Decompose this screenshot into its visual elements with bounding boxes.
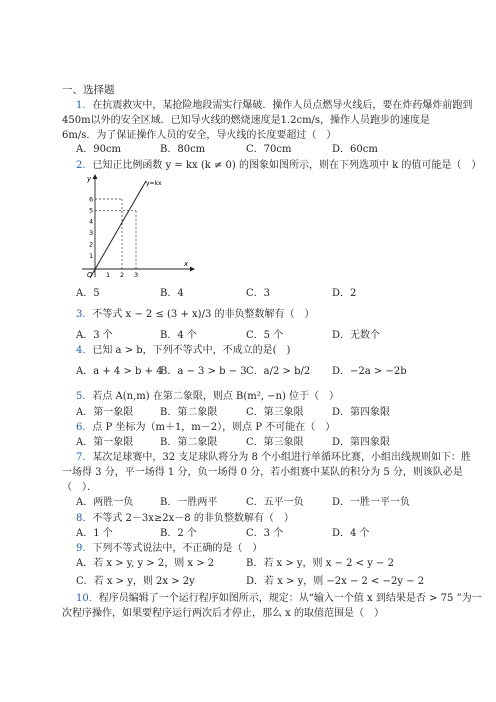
- question-number: 9．: [76, 543, 93, 554]
- option-d[interactable]: D．无数个: [332, 330, 381, 341]
- option-a[interactable]: A．两胜一负: [76, 497, 134, 508]
- option-a[interactable]: A．90cm: [76, 144, 122, 155]
- question-text-line: 一场得 3 分，平一场得 1 分，负一场得 0 分，若小组赛中某队的积分为 5 分，则该队必是: [62, 467, 463, 478]
- option-d[interactable]: D．60cm: [332, 144, 378, 155]
- question-text: 已知 a > b，下列不等式中，不成立的是( ): [92, 345, 291, 356]
- option-a[interactable]: A．1 个: [76, 528, 113, 539]
- question-7: [76, 451, 471, 464]
- option-a[interactable]: A．a + 4 > b + 4: [76, 366, 163, 377]
- option-c[interactable]: C．a/2 > b/2: [246, 366, 311, 377]
- question-3: [76, 308, 314, 321]
- question-5: [76, 390, 339, 403]
- question-number: 5．: [76, 391, 93, 402]
- question-4: [76, 344, 290, 357]
- question-text-line: 次程序操作，如果要程序运行两次后才停止，那么 x 的取值范围是（ ）: [62, 608, 384, 619]
- question-text-line: 450m以外的安全区域．已知导火线的燃烧速度是1.2cm/s，操作人员跑步的速度是: [62, 115, 431, 126]
- question-text: 下列不等式说法中，不正确的是（ ）: [92, 543, 263, 554]
- option-b[interactable]: B．4: [160, 288, 184, 299]
- question-number: 2．: [76, 160, 93, 171]
- option-b[interactable]: B．第二象限: [160, 437, 218, 448]
- question-6: [76, 421, 335, 434]
- question-10: [76, 592, 482, 605]
- y-tick-label: 5: [89, 206, 94, 215]
- option-c[interactable]: C．3: [246, 288, 271, 299]
- question-number: 6．: [76, 422, 93, 433]
- question-number: 4．: [76, 345, 93, 356]
- question-number: 3．: [76, 309, 93, 320]
- x-tick-label: 2: [120, 271, 125, 279]
- x-axis-label: x: [184, 260, 189, 268]
- function-graph: [80, 173, 200, 281]
- question-2: [76, 159, 481, 172]
- option-b[interactable]: B．若 x > y，则 x − 2 < y − 2: [246, 558, 394, 569]
- y-tick-label: 4: [89, 217, 94, 226]
- question-number: 7．: [76, 452, 93, 463]
- y-axis-arrow: [93, 174, 98, 179]
- y-axis-label: y: [87, 175, 92, 183]
- option-b[interactable]: B．80cm: [160, 144, 206, 155]
- question-1: [76, 99, 472, 112]
- x-axis-arrow: [190, 267, 195, 272]
- option-c[interactable]: C．5 个: [246, 330, 284, 341]
- x-tick-label: 3: [134, 271, 139, 279]
- option-b[interactable]: B．2 个: [160, 528, 197, 539]
- y-tick-label: 3: [89, 229, 94, 237]
- question-number: 10．: [76, 593, 99, 604]
- question-number: 1．: [76, 100, 93, 111]
- x-tick-label: 1: [106, 271, 111, 279]
- option-c[interactable]: C．若 x > y，则 2x > 2y: [76, 576, 195, 587]
- option-a[interactable]: A．3 个: [76, 330, 113, 341]
- function-line: [90, 181, 146, 278]
- question-text: 程序员编辑了一个运行程序如图所示，规定：从“输入一个值 x 到结果是否 > 75 ”为一: [98, 593, 482, 604]
- question-text: 某次足球赛中，32 支足球队将分为 8 个小组进行单循环比赛，小组出线规则如下：胜: [92, 452, 471, 463]
- question-9: [76, 542, 262, 555]
- option-b[interactable]: B．第二象限: [160, 407, 218, 418]
- option-b[interactable]: B．4 个: [160, 330, 197, 341]
- option-c[interactable]: C．第三象限: [246, 407, 304, 418]
- option-d[interactable]: D．−2a > −2b: [332, 366, 407, 377]
- option-d[interactable]: D．一胜一平一负: [332, 497, 411, 508]
- option-d[interactable]: D．第四象限: [332, 407, 391, 418]
- question-number: 8．: [76, 513, 93, 524]
- option-c[interactable]: C．五平一负: [246, 497, 304, 508]
- question-text-line: （ ）．: [62, 482, 97, 493]
- question-text: 若点 A(n,m) 在第二象限，则点 B(m², −n) 位于（ ）: [92, 391, 340, 402]
- question-text: 已知正比例函数 y = kx (k ≠ 0) 的图象如图所示，则在下列选项中 k 的值可能是（ ）: [92, 160, 482, 171]
- option-a[interactable]: A．若 x > y, y > 2，则 x > 2: [76, 558, 215, 569]
- origin-label: O: [87, 271, 93, 279]
- option-a[interactable]: A．5: [76, 288, 100, 299]
- y-tick-label: 2: [89, 240, 94, 249]
- question-text: 不等式 x − 2 ≤ (3 + x)/3 的非负整数解有（ ）: [92, 309, 315, 320]
- option-b[interactable]: B．一胜两平: [160, 497, 218, 508]
- option-d[interactable]: D．2: [332, 288, 357, 299]
- question-text: 点 P 坐标为（m＋1，m－2），则点 P 不可能在（ ）: [92, 422, 336, 433]
- option-a[interactable]: A．第一象限: [76, 407, 134, 418]
- option-c[interactable]: C．第三象限: [246, 437, 304, 448]
- option-d[interactable]: D．4 个: [332, 528, 370, 539]
- option-c[interactable]: C．3 个: [246, 528, 284, 539]
- section-title: 一、选择题: [62, 84, 115, 96]
- option-d[interactable]: D．若 x > y，则 −2x − 2 < −2y − 2: [246, 576, 425, 587]
- question-text: 在抗震救灾中，某抢险地段需实行爆破．操作人员点燃导火线后，要在炸药爆炸前跑到: [92, 100, 473, 111]
- option-a[interactable]: A．第一象限: [76, 437, 134, 448]
- function-label: y=kx: [146, 180, 162, 187]
- option-c[interactable]: C．70cm: [246, 144, 292, 155]
- question-text-line: 6m/s．为了保证操作人员的安全，导火线的长度要超过（ ）: [62, 130, 337, 141]
- y-tick-label: 6: [89, 195, 94, 204]
- option-b[interactable]: B．a − 3 > b − 3: [160, 366, 247, 377]
- question-text: 不等式 2－3x≥2x－8 的非负整数解有（ ）: [92, 513, 294, 524]
- question-8: [76, 512, 294, 525]
- option-d[interactable]: D．第四象限: [332, 437, 391, 448]
- y-tick-label: 1: [89, 252, 94, 260]
